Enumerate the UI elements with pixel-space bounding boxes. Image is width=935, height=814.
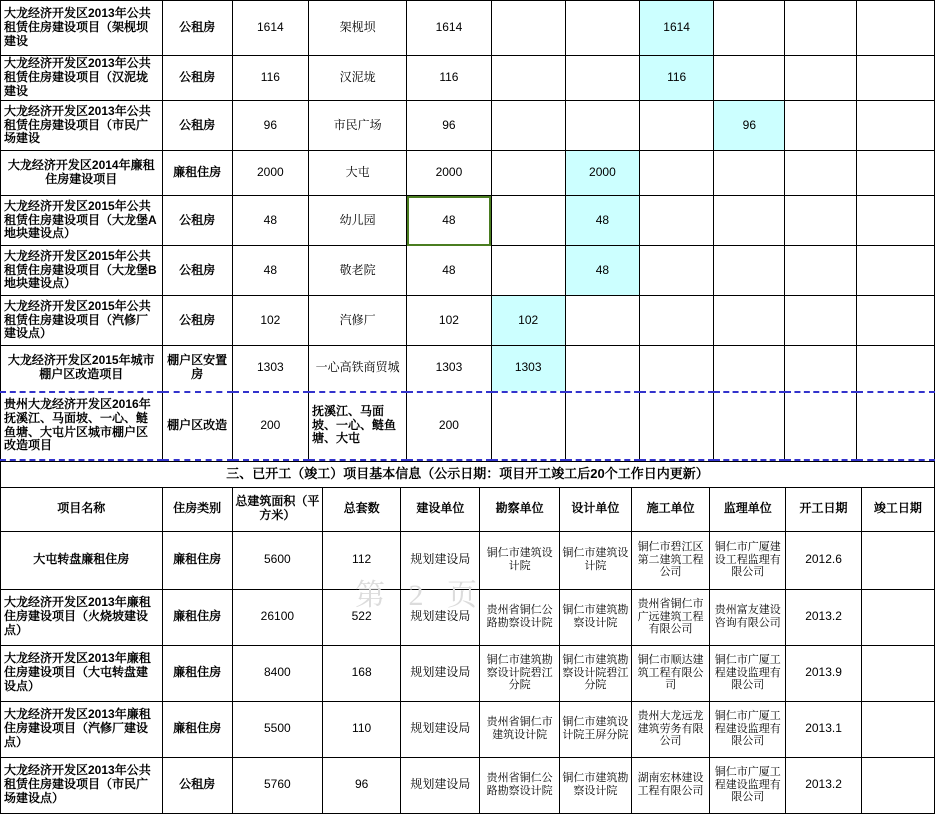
survey-unit: 贵州省铜仁市建筑设计院	[480, 701, 559, 757]
supervision-unit: 铜仁市广厦建设工程监理有限公司	[710, 531, 786, 589]
dist-col-1	[491, 246, 565, 296]
table-header-row	[1, 487, 935, 531]
housing-type: 廉租住房	[162, 645, 232, 701]
start-date: 2013.1	[786, 701, 861, 757]
dist-col-4	[714, 346, 785, 392]
housing-type: 公租房	[162, 101, 232, 151]
table-row[interactable]	[1, 196, 935, 246]
dist-col-5	[785, 101, 856, 151]
unit-count: 96	[232, 101, 308, 151]
project-name: 大龙经济开发区2015年公共租赁住房建设项目（汽修厂建设点）	[1, 296, 163, 346]
survey-unit: 铜仁市建筑设计院	[480, 531, 559, 589]
total-count: 102	[407, 296, 491, 346]
dist-col-4	[714, 1, 785, 56]
dist-col-4	[714, 196, 785, 246]
dist-col-6	[856, 346, 934, 392]
project-name: 大龙经济开发区2015年公共租赁住房建设项目（大龙堡B地块建设点）	[1, 246, 163, 296]
dist-col-6	[856, 1, 934, 56]
project-name: 贵州大龙经济开发区2016年抚溪江、马面坡、一心、鲢鱼塘、大屯片区城市棚户区改造项目	[1, 392, 163, 460]
project-name: 大龙经济开发区2013年公共租赁住房建设项目（市民广场建设	[1, 101, 163, 151]
dist-col-6	[856, 56, 934, 101]
table-row[interactable]	[1, 151, 935, 196]
project-name: 大龙经济开发区2013年廉租住房建设项目（汽修厂建设点）	[1, 701, 163, 757]
section-title: 三、已开工（竣工）项目基本信息（公示日期：项目开工竣工后20个工作日内更新）	[1, 461, 935, 487]
dist-col-2	[565, 56, 639, 101]
table-row[interactable]	[1, 101, 935, 151]
total-count: 116	[407, 56, 491, 101]
unit-count: 200	[232, 392, 308, 460]
project-name: 大龙经济开发区2013年廉租住房建设项目（火烧坡建设点）	[1, 589, 163, 645]
housing-type: 廉租住房	[162, 151, 232, 196]
table-row[interactable]	[1, 589, 935, 645]
construction-unit: 铜仁市顺达建筑工程有限公司	[631, 645, 709, 701]
column-header-design-unit: 设计单位	[559, 487, 631, 531]
dist-col-1	[491, 101, 565, 151]
survey-unit: 贵州省铜仁公路勘察设计院	[480, 589, 559, 645]
build-unit: 规划建设局	[401, 589, 480, 645]
dist-col-3	[640, 392, 714, 460]
total-count: 200	[407, 392, 491, 460]
start-date: 2012.6	[786, 531, 861, 589]
unit-count: 116	[232, 56, 308, 101]
project-name: 大龙经济开发区2013年公共租赁住房建设项目（市民广场建设点）	[1, 757, 163, 813]
total-area: 26100	[232, 589, 322, 645]
housing-type: 棚户区安置房	[162, 346, 232, 392]
housing-type: 公租房	[162, 296, 232, 346]
build-unit: 规划建设局	[401, 757, 480, 813]
design-unit: 铜仁市建筑勘察设计院	[559, 757, 631, 813]
dist-col-5	[785, 392, 856, 460]
dist-col-2: 2000	[565, 151, 639, 196]
dist-col-5	[785, 296, 856, 346]
start-date: 2013.2	[786, 589, 861, 645]
location: 幼儿园	[308, 196, 406, 246]
unit-count: 102	[232, 296, 308, 346]
supervision-unit: 贵州富友建设咨询有限公司	[710, 589, 786, 645]
total-area: 5760	[232, 757, 322, 813]
dist-col-4: 96	[714, 101, 785, 151]
dist-col-3: 116	[640, 56, 714, 101]
build-unit: 规划建设局	[401, 701, 480, 757]
location: 架枧坝	[308, 1, 406, 56]
project-name: 大屯转盘廉租住房	[1, 531, 163, 589]
dist-col-4	[714, 56, 785, 101]
dist-col-6	[856, 246, 934, 296]
build-unit: 规划建设局	[401, 531, 480, 589]
dist-col-2	[565, 101, 639, 151]
dist-col-6	[856, 196, 934, 246]
location: 敬老院	[308, 246, 406, 296]
location: 一心高铁商贸城	[308, 346, 406, 392]
dist-col-6	[856, 392, 934, 460]
design-unit: 铜仁市建筑勘察设计院碧江分院	[559, 645, 631, 701]
dist-col-5	[785, 1, 856, 56]
supervision-unit: 铜仁市广厦工程建设监理有限公司	[710, 701, 786, 757]
dist-col-3	[640, 246, 714, 296]
dist-col-3	[640, 101, 714, 151]
table-row[interactable]	[1, 392, 935, 460]
dist-col-1	[491, 56, 565, 101]
project-name: 大龙经济开发区2015年城市棚户区改造项目	[1, 346, 163, 392]
total-count: 48	[407, 246, 491, 296]
project-name: 大龙经济开发区2014年廉租住房建设项目	[1, 151, 163, 196]
column-header-total-area: 总建筑面积（平方米）	[232, 487, 322, 531]
design-unit: 铜仁市建筑设计院王屏分院	[559, 701, 631, 757]
design-unit: 铜仁市建筑勘察设计院	[559, 589, 631, 645]
table-row[interactable]	[1, 1, 935, 56]
column-header-end-date: 竣工日期	[861, 487, 934, 531]
total-units: 168	[323, 645, 401, 701]
total-count: 1614	[407, 1, 491, 56]
construction-unit: 贵州大龙远龙建筑劳务有限公司	[631, 701, 709, 757]
column-header-build-unit: 建设单位	[401, 487, 480, 531]
dist-col-2: 48	[565, 246, 639, 296]
project-name: 大龙经济开发区2015年公共租赁住房建设项目（大龙堡A地块建设点）	[1, 196, 163, 246]
unit-count: 48	[232, 196, 308, 246]
housing-type: 公租房	[162, 56, 232, 101]
unit-count: 2000	[232, 151, 308, 196]
dist-col-2	[565, 1, 639, 56]
construction-unit: 贵州省铜仁市广远建筑工程有限公司	[631, 589, 709, 645]
started-projects-table	[0, 461, 935, 814]
table-row[interactable]	[1, 346, 935, 392]
dist-col-5	[785, 151, 856, 196]
dist-col-1: 102	[491, 296, 565, 346]
column-header-project-name: 项目名称	[1, 487, 163, 531]
total-units: 110	[323, 701, 401, 757]
dist-col-4	[714, 296, 785, 346]
column-header-construction-unit: 施工单位	[631, 487, 709, 531]
survey-unit: 贵州省铜仁公路勘察设计院	[480, 757, 559, 813]
dist-col-2: 48	[565, 196, 639, 246]
end-date	[861, 645, 934, 701]
started-projects-body	[1, 461, 935, 813]
table-row[interactable]	[1, 531, 935, 589]
unit-count: 48	[232, 246, 308, 296]
start-date: 2013.9	[786, 645, 861, 701]
end-date	[861, 701, 934, 757]
dist-col-6	[856, 151, 934, 196]
location: 大屯	[308, 151, 406, 196]
construction-unit: 铜仁市碧江区第二建筑工程公司	[631, 531, 709, 589]
survey-unit: 铜仁市建筑勘察设计院碧江分院	[480, 645, 559, 701]
column-header-total-units: 总套数	[323, 487, 401, 531]
dist-col-3	[640, 346, 714, 392]
end-date	[861, 589, 934, 645]
table-row[interactable]	[1, 246, 935, 296]
dist-col-5	[785, 246, 856, 296]
housing-type: 棚户区改造	[162, 392, 232, 460]
housing-type: 公租房	[162, 246, 232, 296]
end-date	[861, 757, 934, 813]
column-header-housing-type: 住房类别	[162, 487, 232, 531]
dist-col-4	[714, 246, 785, 296]
total-count: 1303	[407, 346, 491, 392]
dist-col-1	[491, 196, 565, 246]
project-distribution-body	[1, 1, 935, 460]
dist-col-1	[491, 151, 565, 196]
dist-col-5	[785, 346, 856, 392]
location: 汽修厂	[308, 296, 406, 346]
dist-col-5	[785, 56, 856, 101]
housing-type: 廉租住房	[162, 701, 232, 757]
housing-type: 公租房	[162, 196, 232, 246]
build-unit: 规划建设局	[401, 645, 480, 701]
supervision-unit: 铜仁市广厦工程建设监理有限公司	[710, 645, 786, 701]
location: 抚溪江、马面坡、一心、鲢鱼塘、大屯	[308, 392, 406, 460]
dist-col-6	[856, 296, 934, 346]
column-header-supervision-unit: 监理单位	[710, 487, 786, 531]
project-name: 大龙经济开发区2013年公共租赁住房建设项目（汉泥垅建设	[1, 56, 163, 101]
dist-col-1	[491, 392, 565, 460]
dist-col-2	[565, 346, 639, 392]
total-area: 8400	[232, 645, 322, 701]
supervision-unit: 铜仁市广厦工程建设监理有限公司	[710, 757, 786, 813]
housing-type: 廉租住房	[162, 531, 232, 589]
selected-cell[interactable]: 48	[407, 196, 491, 246]
dist-col-6	[856, 101, 934, 151]
table-row[interactable]	[1, 56, 935, 101]
location: 汉泥垅	[308, 56, 406, 101]
column-header-start-date: 开工日期	[786, 487, 861, 531]
construction-unit: 湖南宏林建设工程有限公司	[631, 757, 709, 813]
dist-col-2	[565, 392, 639, 460]
total-area: 5500	[232, 701, 322, 757]
project-name: 大龙经济开发区2013年廉租住房建设项目（大屯转盘建设点）	[1, 645, 163, 701]
dist-col-5	[785, 196, 856, 246]
dist-col-3	[640, 196, 714, 246]
dist-col-3	[640, 151, 714, 196]
table-row[interactable]	[1, 757, 935, 813]
table-row[interactable]	[1, 701, 935, 757]
dist-col-4	[714, 151, 785, 196]
housing-type: 廉租住房	[162, 589, 232, 645]
total-units: 96	[323, 757, 401, 813]
dist-col-3: 1614	[640, 1, 714, 56]
total-count: 2000	[407, 151, 491, 196]
table-row[interactable]	[1, 645, 935, 701]
dist-col-4	[714, 392, 785, 460]
dist-col-2	[565, 296, 639, 346]
page-watermark: 第 2 页	[355, 579, 485, 612]
column-header-survey-unit: 勘察单位	[480, 487, 559, 531]
project-name: 大龙经济开发区2013年公共租赁住房建设项目（架枧坝建设	[1, 1, 163, 56]
total-units: 522	[323, 589, 401, 645]
dist-col-3	[640, 296, 714, 346]
unit-count: 1614	[232, 1, 308, 56]
end-date	[861, 531, 934, 589]
start-date: 2013.2	[786, 757, 861, 813]
unit-count: 1303	[232, 346, 308, 392]
total-count: 96	[407, 101, 491, 151]
design-unit: 铜仁市建筑设计院	[559, 531, 631, 589]
location: 市民广场	[308, 101, 406, 151]
housing-type: 公租房	[162, 757, 232, 813]
total-area: 5600	[232, 531, 322, 589]
dist-col-1	[491, 1, 565, 56]
table-row[interactable]	[1, 296, 935, 346]
dist-col-1: 1303	[491, 346, 565, 392]
total-units: 112	[323, 531, 401, 589]
section-title-row	[1, 461, 935, 487]
housing-type: 公租房	[162, 1, 232, 56]
